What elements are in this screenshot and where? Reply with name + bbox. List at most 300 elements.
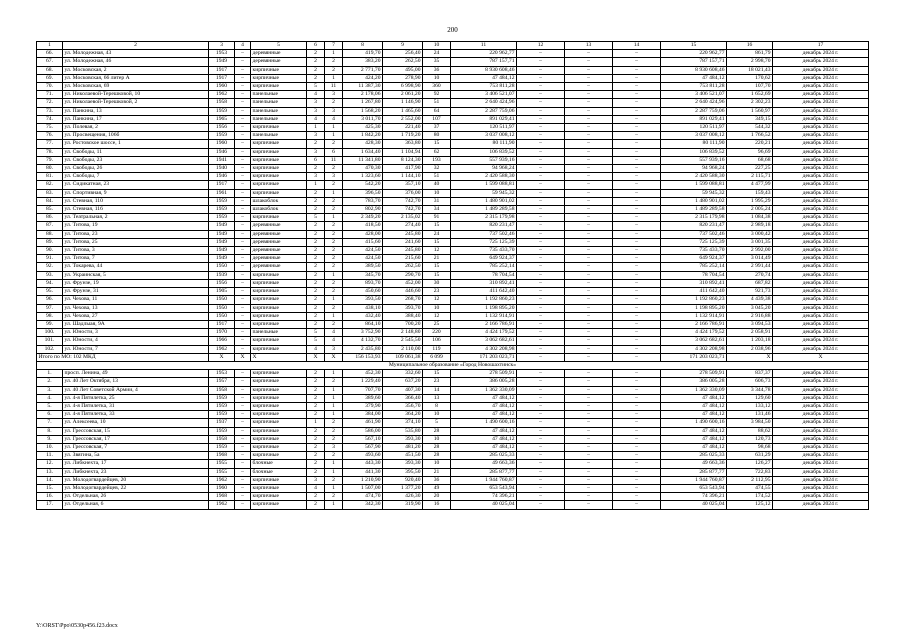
table-row — [37, 263, 869, 271]
table-cell: 68. — [37, 66, 63, 74]
table-cell: – — [517, 214, 565, 222]
table-cell: 742,70 — [383, 206, 423, 214]
table-cell: 87. — [37, 222, 63, 230]
table-cell: 8 — [423, 402, 451, 410]
table-cell: ул. Титова, 25 — [63, 238, 209, 246]
table-cell: – — [517, 370, 565, 378]
table-cell: кирпичные — [251, 189, 307, 197]
table-cell: 94 968,24 — [451, 165, 517, 173]
table-cell: декабрь 2024 г. — [773, 394, 869, 402]
table-cell: – — [517, 165, 565, 173]
table-cell: 119 — [423, 345, 451, 353]
table-cell: 4 477,99 — [727, 181, 773, 189]
table-cell: 1957 — [209, 378, 235, 386]
table-cell: 452,00 — [383, 279, 423, 287]
table-cell: 1 842,20 — [343, 132, 383, 140]
table-cell: 245,80 — [383, 230, 423, 238]
table-cell: панельные — [251, 132, 307, 140]
table-cell: – — [235, 279, 251, 287]
table-cell: 75. — [37, 124, 63, 132]
table-cell: – — [613, 460, 661, 468]
table-cell: 1 192 860,23 — [661, 296, 727, 304]
table-cell: 1 198 895,20 — [451, 304, 517, 312]
table-cell: 17 — [773, 42, 869, 50]
table-cell: декабрь 2024 г. — [773, 50, 869, 58]
table-cell: – — [517, 353, 565, 361]
table-cell: – — [565, 74, 613, 82]
table-cell: 1955 — [209, 460, 235, 468]
table-cell: 4 — [325, 337, 343, 345]
table-cell: – — [517, 238, 565, 246]
table-cell: 13 — [565, 42, 613, 50]
table-cell: 785 252,14 — [451, 263, 517, 271]
table-cell: 99. — [37, 320, 63, 328]
table-cell: – — [613, 296, 661, 304]
table-row — [37, 288, 869, 296]
table-cell: – — [565, 263, 613, 271]
table-cell: деревянные — [251, 255, 307, 263]
table-cell: 3 — [307, 173, 325, 181]
table-cell: 1 377,20 — [383, 484, 423, 492]
table-cell: 79. — [37, 156, 63, 164]
table-row — [37, 50, 869, 58]
table-cell: 1905 — [209, 288, 235, 296]
table-cell: ул. Полевая, 2 — [63, 124, 209, 132]
table-cell: кирпичные — [251, 394, 307, 402]
table-cell: – — [613, 386, 661, 394]
table-cell: ул. Грессовская, 7 — [63, 443, 209, 451]
table-cell: 3 014,49 — [727, 255, 773, 263]
table-cell: 98. — [37, 312, 63, 320]
table-row — [37, 427, 869, 435]
table-cell: – — [517, 329, 565, 337]
table-cell: – — [565, 460, 613, 468]
table-row — [37, 230, 869, 238]
table-cell: 735 433,70 — [661, 247, 727, 255]
table-cell: 1959 — [209, 197, 235, 205]
table-cell: деревянные — [251, 230, 307, 238]
table-cell: ул. Фрунзе, 31 — [63, 288, 209, 296]
table-cell: 1 507,00 — [343, 484, 383, 492]
table-cell: 5 — [307, 214, 325, 222]
table-cell: – — [565, 312, 613, 320]
table-cell: 12 — [423, 312, 451, 320]
table-cell: – — [613, 378, 661, 386]
table-row — [37, 247, 869, 255]
table-cell: ул. Титова, 3 — [63, 247, 209, 255]
table-cell: 1959 — [209, 427, 235, 435]
table-cell: кирпичные — [251, 370, 307, 378]
table-cell: 386 005,28 — [661, 378, 727, 386]
table-cell: 1 229,40 — [343, 378, 383, 386]
table-cell: 1 — [325, 386, 343, 394]
table-cell: – — [235, 206, 251, 214]
table-cell: – — [613, 493, 661, 501]
table-cell: 1 489 289,58 — [451, 206, 517, 214]
table-cell: 2 — [325, 206, 343, 214]
table-cell: – — [517, 312, 565, 320]
table-cell: панельные — [251, 91, 307, 99]
table-row — [37, 238, 869, 246]
table-cell: 3 — [307, 476, 325, 484]
table-cell: 443,30 — [343, 460, 383, 468]
table-cell: декабрь 2024 г. — [773, 304, 869, 312]
table-row — [37, 214, 869, 222]
table-cell: 5 — [307, 83, 325, 91]
table-cell: 47 484,12 — [661, 394, 727, 402]
table-cell: 2 — [325, 320, 343, 328]
table-cell: кирпичные — [251, 501, 307, 509]
table-cell: Итого по МО: 102 МКД — [37, 353, 209, 361]
table-cell: 68,68 — [727, 156, 773, 164]
table-cell: 787 157,71 — [451, 58, 517, 66]
table-cell: кирпичные — [251, 279, 307, 287]
table-cell: 4 302 208,98 — [661, 345, 727, 353]
table-cell: 131,46 — [727, 411, 773, 419]
table-cell: 1 132 914,91 — [661, 312, 727, 320]
table-cell: декабрь 2024 г. — [773, 337, 869, 345]
table-cell: – — [613, 156, 661, 164]
table-cell: 2 — [325, 66, 343, 74]
table-cell: 1 — [325, 370, 343, 378]
table-cell: кирпичные — [251, 411, 307, 419]
table-cell: 278 509,91 — [661, 370, 727, 378]
table-cell: 2 640 424,96 — [661, 99, 727, 107]
table-cell: – — [235, 91, 251, 99]
table-cell: ул. Московская, 69 — [63, 83, 209, 91]
table-cell: 36 — [423, 476, 451, 484]
table-cell: 85. — [37, 206, 63, 214]
table-cell: 2 — [307, 230, 325, 238]
table-cell: декабрь 2024 г. — [773, 279, 869, 287]
table-cell: 51 — [423, 99, 451, 107]
table-cell: 120 511,97 — [451, 124, 517, 132]
table-cell: – — [517, 296, 565, 304]
table-cell: 2 166 786,91 — [451, 320, 517, 328]
table-cell: 2 — [307, 468, 325, 476]
table-cell: – — [565, 427, 613, 435]
table-cell: декабрь 2024 г. — [773, 484, 869, 492]
table-cell: 2 — [325, 493, 343, 501]
table-cell: 389,60 — [343, 394, 383, 402]
table-cell: – — [565, 165, 613, 173]
table-cell: – — [565, 83, 613, 91]
table-cell: 10 — [423, 42, 451, 50]
table-cell: 3 — [325, 107, 343, 115]
table-cell: 1 — [325, 501, 343, 509]
table-cell: 861,79 — [727, 50, 773, 58]
table-cell: 1 — [325, 189, 343, 197]
table-cell: – — [235, 140, 251, 148]
table-cell: – — [235, 107, 251, 115]
table-cell: – — [517, 435, 565, 443]
table-cell: – — [613, 238, 661, 246]
table-cell: 47 484,12 — [451, 435, 517, 443]
table-cell: 3 062 682,61 — [451, 337, 517, 345]
table-cell: – — [613, 443, 661, 451]
table-cell: – — [517, 173, 565, 181]
table-cell: – — [235, 132, 251, 140]
table-cell: 89. — [37, 238, 63, 246]
table-row — [37, 222, 869, 230]
table-cell: 174,52 — [727, 493, 773, 501]
table-cell: – — [517, 124, 565, 132]
table-cell: 1 — [325, 402, 343, 410]
table-cell: декабрь 2024 г. — [773, 370, 869, 378]
table-cell: 891 029,41 — [661, 115, 727, 123]
table-cell: X — [235, 353, 251, 361]
table-cell: 126,27 — [727, 460, 773, 468]
table-cell: шлакоблок — [251, 206, 307, 214]
table-cell: – — [565, 189, 613, 197]
table-cell: 49 663,36 — [451, 460, 517, 468]
table-cell: 1 362 330,09 — [451, 386, 517, 394]
table-cell: декабрь 2024 г. — [773, 345, 869, 353]
table-cell: декабрь 2024 г. — [773, 181, 869, 189]
table-row — [37, 468, 869, 476]
table-cell: – — [517, 402, 565, 410]
table-cell: – — [235, 419, 251, 427]
table-cell: 78 704,54 — [451, 271, 517, 279]
table-cell: 2 110,00 — [383, 345, 423, 353]
table-cell: 10 — [423, 435, 451, 443]
table-cell: 97. — [37, 304, 63, 312]
table-cell: 47 484,12 — [451, 443, 517, 451]
table-cell: 653 543,94 — [451, 484, 517, 492]
table-cell: 2 — [307, 402, 325, 410]
table-cell: ул. 4-я Пятилетка, 25 — [63, 394, 209, 402]
table-cell: 14 — [613, 42, 661, 50]
table-cell: 2 — [307, 263, 325, 271]
table-cell: 3 — [307, 107, 325, 115]
table-cell: – — [565, 345, 613, 353]
table-cell: 6 — [325, 148, 343, 156]
table-cell: панельные — [251, 329, 307, 337]
table-cell: 5. — [37, 402, 63, 410]
table-cell: – — [517, 493, 565, 501]
table-cell: ул. Московская, 2 — [63, 66, 209, 74]
table-cell: – — [517, 107, 565, 115]
table-cell: 432,40 — [343, 312, 383, 320]
table-cell: кирпичные — [251, 337, 307, 345]
table-cell: 5 — [251, 42, 307, 50]
table-cell: 221,40 — [383, 124, 423, 132]
table-cell: 77. — [37, 140, 63, 148]
table-cell: 1959 — [209, 132, 235, 140]
table-cell: декабрь 2024 г. — [773, 386, 869, 394]
table-cell: – — [235, 165, 251, 173]
table-cell: 69. — [37, 74, 63, 82]
table-cell: 47 484,12 — [451, 394, 517, 402]
table-cell: 10 — [423, 304, 451, 312]
table-cell: 8 930 608,46 — [661, 66, 727, 74]
table-cell: деревянные — [251, 222, 307, 230]
table-cell: кирпичные — [251, 74, 307, 82]
table-cell: 14 — [423, 386, 451, 394]
table-cell: 649 924,37 — [451, 255, 517, 263]
table-cell: ул. Московская, 66 литер А — [63, 74, 209, 82]
table-cell: – — [235, 484, 251, 492]
table-cell: 11 387,30 — [343, 83, 383, 91]
table-cell: – — [565, 378, 613, 386]
table-cell: 3 045,20 — [727, 304, 773, 312]
table-cell: 2 — [325, 304, 343, 312]
table-cell: 4 — [307, 345, 325, 353]
table-cell: 9 — [383, 42, 423, 50]
table-cell: 2 916,88 — [727, 312, 773, 320]
table-cell: – — [235, 402, 251, 410]
table-cell: – — [613, 173, 661, 181]
table-cell: 4 424 179,52 — [451, 329, 517, 337]
table-row — [37, 345, 869, 353]
table-cell: 10 — [423, 74, 451, 82]
table-cell: 379,90 — [343, 402, 383, 410]
table-cell: 37 — [423, 124, 451, 132]
table-cell: – — [565, 148, 613, 156]
table-cell: декабрь 2024 г. — [773, 58, 869, 66]
table-cell: 47 484,12 — [451, 402, 517, 410]
table-cell: 357,10 — [383, 181, 423, 189]
table-cell: 586,00 — [343, 427, 383, 435]
table-cell: 802,90 — [343, 206, 383, 214]
table-cell: – — [235, 115, 251, 123]
table-cell: кирпичные — [251, 271, 307, 279]
table-cell: – — [565, 353, 613, 361]
table-cell: 49 663,36 — [661, 460, 727, 468]
table-cell: 1 599 088,81 — [661, 181, 727, 189]
table-cell: 332,60 — [383, 370, 423, 378]
table-cell: 1950 — [209, 312, 235, 320]
table-cell: 396,50 — [343, 189, 383, 197]
table-cell: 1 — [325, 394, 343, 402]
table-cell: 1959 — [209, 394, 235, 402]
table-cell: – — [235, 58, 251, 66]
table-cell: ул. Грессовская, 15 — [63, 427, 209, 435]
table-cell: 1959 — [209, 107, 235, 115]
table-cell: 31 — [423, 197, 451, 205]
table-cell: 91 — [423, 214, 451, 222]
table-cell: 40 025,04 — [661, 501, 727, 509]
table-cell: – — [517, 476, 565, 484]
table-cell: – — [235, 83, 251, 91]
table-cell: декабрь 2024 г. — [773, 493, 869, 501]
table-cell: – — [235, 329, 251, 337]
table-cell: – — [235, 337, 251, 345]
table-cell: 20 — [423, 493, 451, 501]
table-cell: 1 480 901,02 — [451, 197, 517, 205]
table-cell: декабрь 2024 г. — [773, 271, 869, 279]
table-cell: – — [235, 189, 251, 197]
table-cell: – — [613, 435, 661, 443]
table-cell: 425,30 — [343, 124, 383, 132]
table-cell: 1970 — [209, 329, 235, 337]
table-cell: 62 — [423, 148, 451, 156]
table-cell: кирпичные — [251, 476, 307, 484]
table-cell: 2 — [325, 238, 343, 246]
table-cell: X — [307, 353, 325, 361]
table-cell: 64 — [423, 107, 451, 115]
table-cell: декабрь 2024 г. — [773, 411, 869, 419]
table-cell: 67. — [37, 58, 63, 66]
table-cell: 66. — [37, 50, 63, 58]
table-cell: 2 — [325, 99, 343, 107]
table-cell: 49 — [423, 484, 451, 492]
table-cell: 1962 — [209, 345, 235, 353]
table-row — [37, 329, 869, 337]
table-cell: 374,10 — [383, 419, 423, 427]
table-cell: 3 — [307, 148, 325, 156]
table-cell: – — [565, 247, 613, 255]
table-row — [37, 501, 869, 509]
table-cell: 4 — [307, 484, 325, 492]
table-cell: – — [613, 132, 661, 140]
table-cell: 787 157,71 — [661, 58, 727, 66]
table-cell: 268,70 — [383, 296, 423, 304]
table-cell: 159,43 — [727, 189, 773, 197]
table-cell: декабрь 2024 г. — [773, 468, 869, 476]
table-cell: – — [517, 419, 565, 427]
table-cell: 2 — [307, 378, 325, 386]
table-cell: кирпичные — [251, 493, 307, 501]
table-cell: – — [235, 66, 251, 74]
table-cell: – — [565, 206, 613, 214]
table-cell: – — [235, 476, 251, 484]
table-cell: 14. — [37, 476, 63, 484]
table-cell: – — [565, 156, 613, 164]
table-cell: ул. Сидикатная, 23 — [63, 181, 209, 189]
table-cell: – — [565, 394, 613, 402]
table-cell: ул. Панкина, 17 — [63, 115, 209, 123]
table-cell: 2 — [307, 427, 325, 435]
table-cell: – — [565, 493, 613, 501]
table-cell: 125,12 — [727, 501, 773, 509]
table-cell: X — [325, 353, 343, 361]
table-cell: кирпичные — [251, 124, 307, 132]
table-cell: – — [517, 66, 565, 74]
table-cell: 80 111,90 — [661, 140, 727, 148]
table-cell: 1 132 914,91 — [451, 312, 517, 320]
table-cell: декабрь 2024 г. — [773, 452, 869, 460]
table-cell: – — [565, 99, 613, 107]
table-cell: – — [517, 501, 565, 509]
table-cell: 3 344,78 — [727, 386, 773, 394]
table-cell: 2 112,95 — [727, 476, 773, 484]
table-cell: 1 652,69 — [727, 91, 773, 99]
table-cell: ул. Свободы, 26 — [63, 165, 209, 173]
table-cell: декабрь 2024 г. — [773, 476, 869, 484]
table-cell: – — [613, 501, 661, 509]
table-cell: 424,50 — [343, 255, 383, 263]
table-cell: 3 — [325, 91, 343, 99]
table-cell: 6 — [307, 42, 325, 50]
table-cell: 106 839,52 — [451, 148, 517, 156]
table-cell: ул. Стевная, 116 — [63, 206, 209, 214]
table-cell: 11. — [37, 452, 63, 460]
table-cell: 1 203,18 — [727, 337, 773, 345]
table-cell: – — [235, 435, 251, 443]
table-cell: 1939 — [209, 271, 235, 279]
table-cell: – — [613, 58, 661, 66]
table-cell: 59 945,32 — [661, 189, 727, 197]
table-cell: 73. — [37, 107, 63, 115]
table-cell: 92 — [423, 91, 451, 99]
table-cell: ул. Стевная, 110 — [63, 197, 209, 205]
table-cell: 109 061,38 — [383, 353, 423, 361]
table-cell: 10 — [423, 189, 451, 197]
table-cell: 3 011,70 — [343, 115, 383, 123]
table-cell: 16 — [423, 501, 451, 509]
table-cell: 2 — [307, 165, 325, 173]
